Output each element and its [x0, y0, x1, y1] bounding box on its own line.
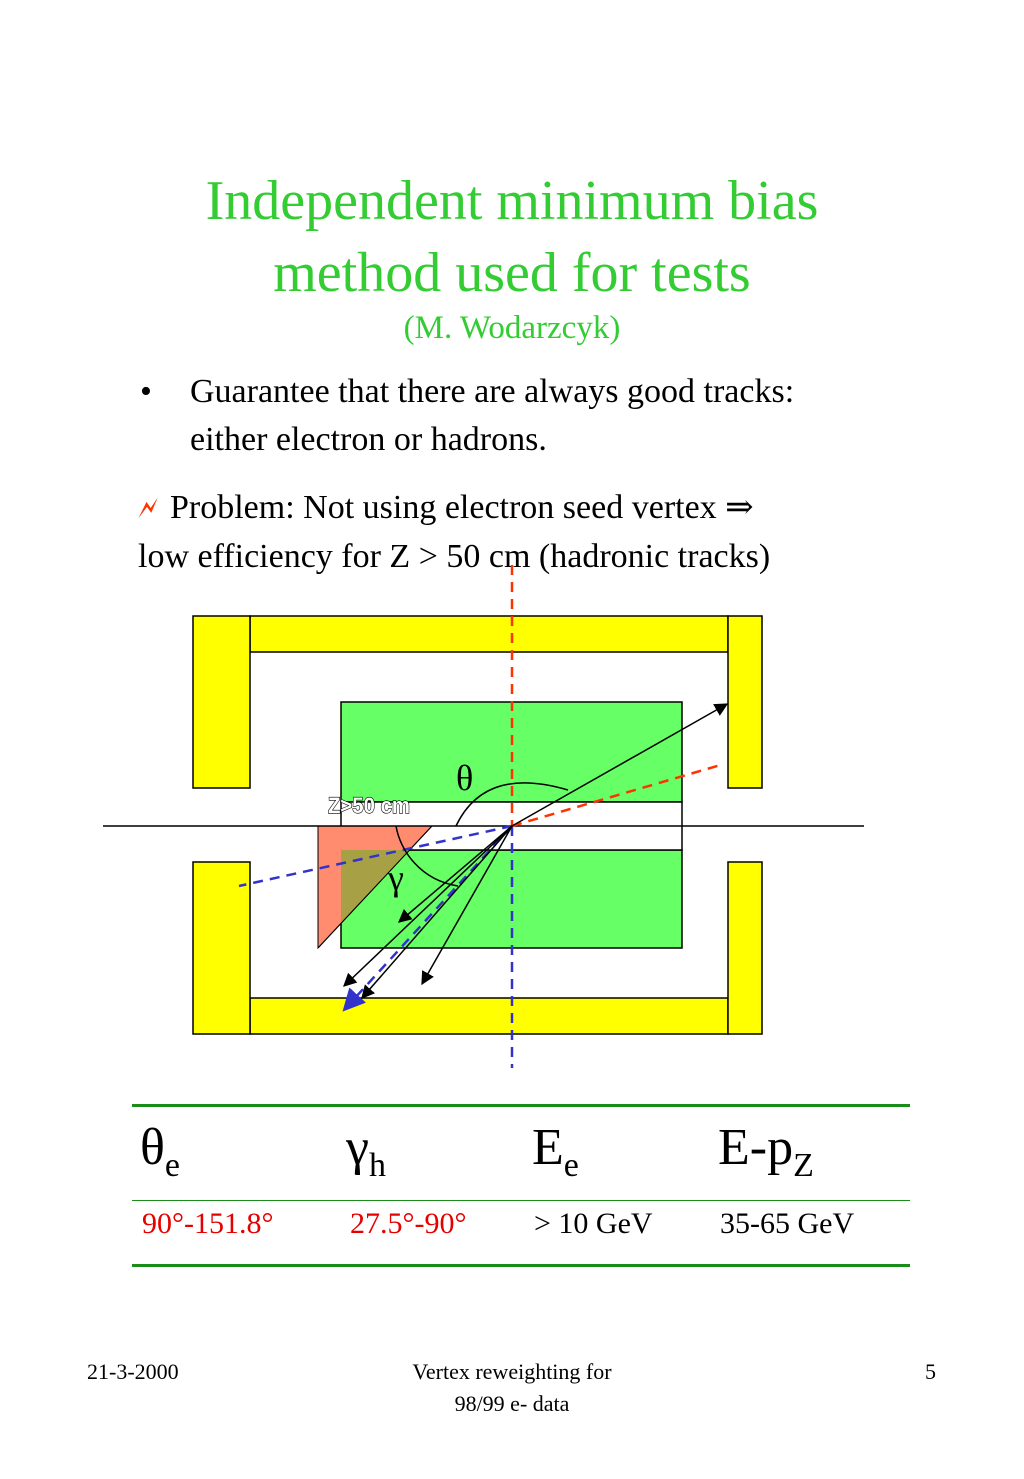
problem-line-1 [138, 484, 898, 533]
header-gamma-h: $\gamma_h$ [346, 1119, 386, 1184]
yoke-right-upper [728, 616, 762, 788]
header-e-e: $E_e$ [532, 1119, 579, 1184]
title-line-2: method used for tests [273, 242, 751, 304]
table-top-rule [132, 1104, 910, 1107]
lightning-icon: 🗲 [138, 491, 158, 526]
detector-diagram [0, 560, 1024, 1080]
bullet-text [190, 368, 910, 464]
footer-date: 21-3-2000 [87, 1359, 179, 1384]
gamma-label: γ [388, 858, 404, 898]
yoke-bottom-bar [250, 998, 728, 1034]
yoke-top-bar [250, 616, 728, 652]
header-e-pz: $E-p_Z$ [718, 1119, 814, 1184]
yoke-left-upper [193, 616, 250, 788]
theta-label: θ [456, 758, 474, 798]
header-theta-e: $\theta_e$ [140, 1119, 181, 1184]
value-gamma-h: 27.5°-90° [350, 1207, 467, 1240]
problem-text-1: Problem: Not using electron seed vertex ⇒ [169, 489, 754, 526]
footer-title-line-2: 98/99 e- data [454, 1391, 570, 1416]
table-header-rule [132, 1200, 910, 1201]
bullet-line-2: either electron or hadrons. [190, 421, 547, 458]
title-line-1: Independent minimum bias [205, 170, 819, 232]
slide-title [0, 165, 1024, 309]
footer-title [312, 1356, 712, 1420]
footer-title-line-1: Vertex reweighting for [412, 1359, 612, 1384]
bullet-marker: • [140, 373, 152, 410]
table-bottom-rule [132, 1264, 910, 1267]
kinematic-cuts-table [132, 1104, 910, 1274]
yoke-right-lower [728, 862, 762, 1034]
problem-line-2: low efficiency for Z > 50 cm (hadronic tracks) [138, 538, 771, 575]
yoke-left-lower [193, 862, 250, 1034]
z-cut-label: Z>50 cm [328, 793, 410, 818]
page-number: 5 [925, 1359, 936, 1384]
slide-subtitle: (M. Wodarzcyk) [403, 310, 621, 346]
value-e-pz: 35-65 GeV [720, 1207, 855, 1240]
value-theta-e: 90°-151.8° [142, 1207, 274, 1240]
bullet-line-1: Guarantee that there are always good tracks: [190, 373, 795, 410]
value-e-e: > 10 GeV [534, 1207, 653, 1240]
